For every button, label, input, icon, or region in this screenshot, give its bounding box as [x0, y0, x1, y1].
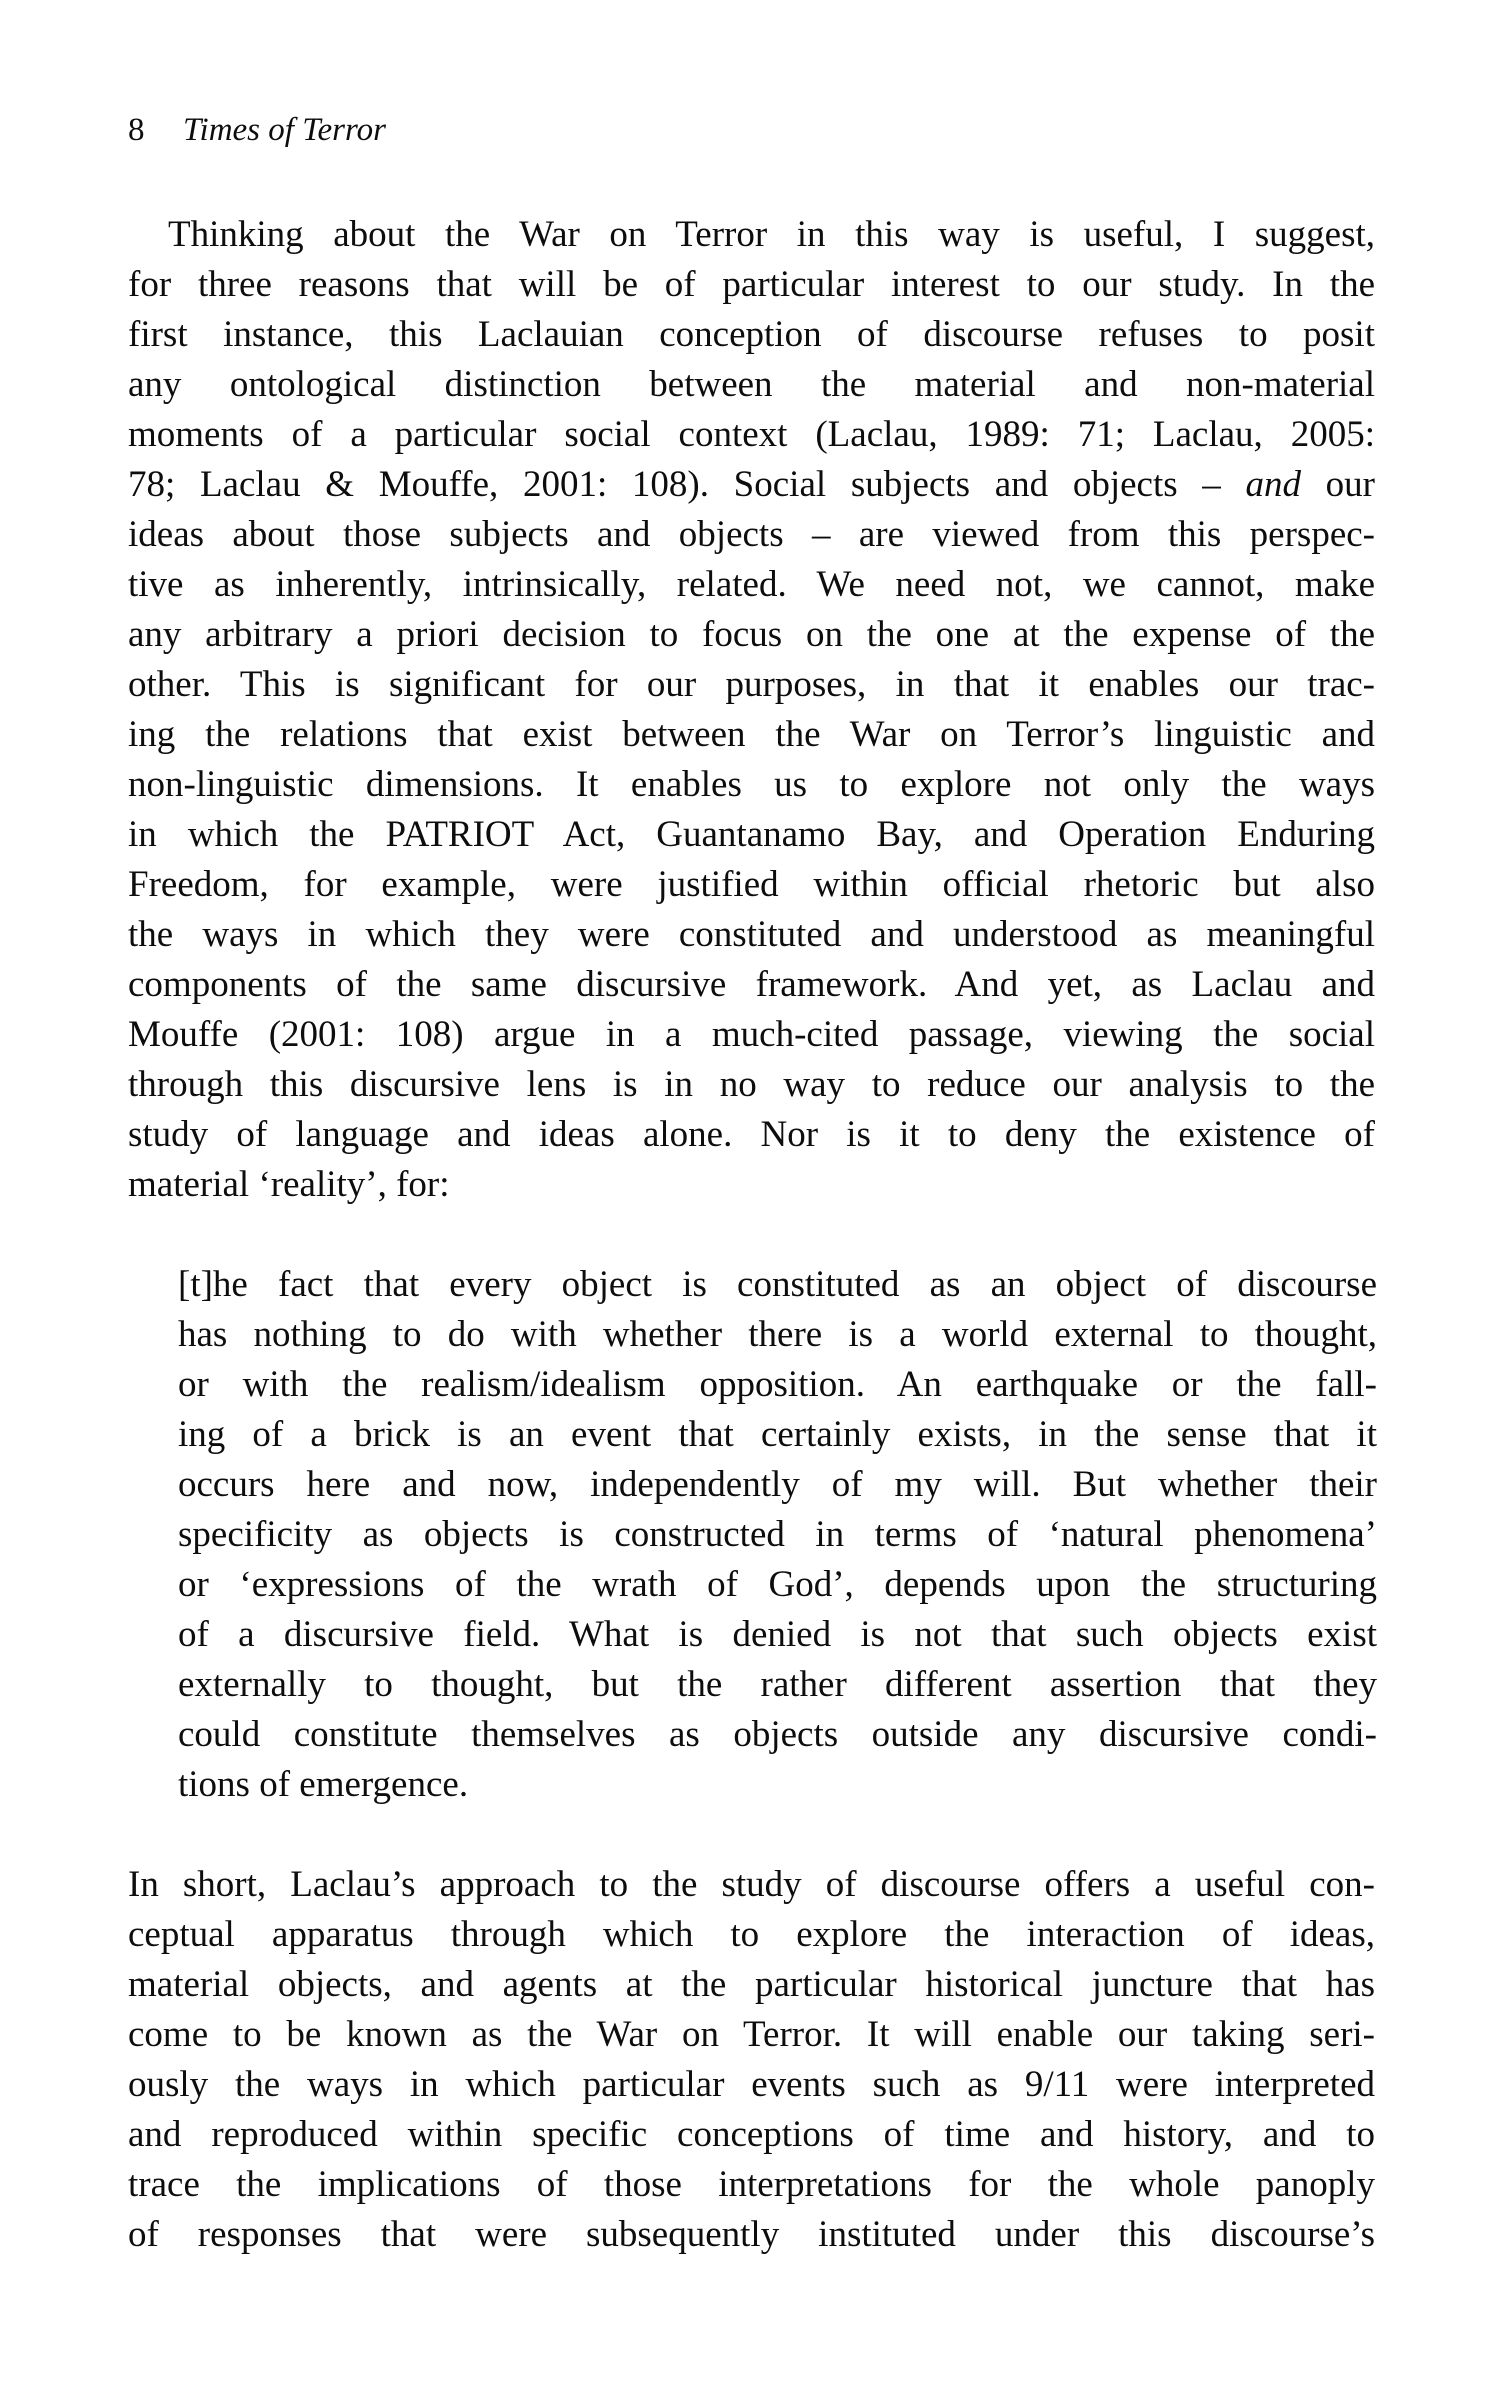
text-line: Freedom, for example, were justified within official rhetoric but also	[128, 864, 1375, 905]
text-line: ceptual apparatus through which to explore the interaction of ideas,	[128, 1914, 1375, 1955]
text-line: Thinking about the War on Terror in this way is useful, I suggest,	[168, 214, 1375, 255]
emphasis-and: and	[1245, 464, 1301, 505]
quote-line: externally to thought, but the rather different assertion that they	[178, 1664, 1377, 1705]
text-line: material objects, and agents at the particular historical juncture that has	[128, 1964, 1375, 2005]
book-title: Times of Terror	[183, 112, 386, 148]
text-line: of responses that were subsequently instituted under this discourse’s	[128, 2214, 1375, 2255]
text-line: Mouffe (2001: 108) argue in a much-cited passage, viewing the social	[128, 1014, 1375, 1055]
text-line: in which the PATRIOT Act, Guantanamo Bay, and Operation Enduring	[128, 814, 1375, 855]
quote-line: ing of a brick is an event that certainly exists, in the sense that it	[178, 1414, 1377, 1455]
quote-line: or with the realism/idealism opposition. An earthquake or the fall-	[178, 1364, 1377, 1405]
text-line: come to be known as the War on Terror. It will enable our taking seri-	[128, 2014, 1375, 2055]
text-line: non-linguistic dimensions. It enables us to explore not only the ways	[128, 764, 1375, 805]
quote-line: could constitute themselves as objects outside any discursive condi-	[178, 1714, 1377, 1755]
text-line: ing the relations that exist between the War on Terror’s linguistic and	[128, 714, 1375, 755]
text-line-with-emphasis	[128, 460, 1375, 510]
quote-line: occurs here and now, independently of my will. But whether their	[178, 1464, 1377, 1505]
text-line: material ‘reality’, for:	[128, 1164, 450, 1205]
quote-line: has nothing to do with whether there is a world external to thought,	[178, 1314, 1377, 1355]
text-line: In short, Laclau’s approach to the study of discourse offers a useful con-	[128, 1864, 1375, 1905]
text-line: other. This is significant for our purposes, in that it enables our trac-	[128, 664, 1375, 705]
quote-line: of a discursive field. What is denied is not that such objects exist	[178, 1614, 1377, 1655]
text-line: moments of a particular social context (Laclau, 1989: 71; Laclau, 2005:	[128, 414, 1375, 455]
text-line: any ontological distinction between the material and non-material	[128, 364, 1375, 405]
text-line: the ways in which they were constituted and understood as meaningful	[128, 914, 1375, 955]
paragraph-2	[128, 1860, 1375, 2260]
text-run: 78; Laclau & Mouffe, 2001: 108). Social subjects and objects –	[128, 464, 1246, 505]
quote-line: or ‘expressions of the wrath of God’, depends upon the structuring	[178, 1564, 1377, 1605]
text-line: first instance, this Laclauian conception of discourse refuses to posit	[128, 314, 1375, 355]
text-line: ideas about those subjects and objects – are viewed from this perspec-	[128, 514, 1375, 555]
text-line: trace the implications of those interpretations for the whole panoply	[128, 2164, 1375, 2205]
paragraph-1	[128, 210, 1375, 1210]
quote-line: specificity as objects is constructed in terms of ‘natural phenomena’	[178, 1514, 1377, 1555]
quote-line: tions of emergence.	[178, 1764, 469, 1805]
text-line: for three reasons that will be of particular interest to our study. In the	[128, 264, 1375, 305]
block-quote	[178, 1260, 1377, 1810]
text-line: any arbitrary a priori decision to focus on the one at the expense of the	[128, 614, 1375, 655]
quote-line: [t]he fact that every object is constituted as an object of discourse	[178, 1264, 1377, 1305]
text-run: our	[1301, 464, 1376, 505]
page-number: 8	[128, 112, 145, 148]
text-line: tive as inherently, intrinsically, related. We need not, we cannot, make	[128, 564, 1375, 605]
text-line: study of language and ideas alone. Nor is it to deny the existence of	[128, 1114, 1375, 1155]
text-line: components of the same discursive framework. And yet, as Laclau and	[128, 964, 1375, 1005]
text-line: ously the ways in which particular events such as 9/11 were interpreted	[128, 2064, 1375, 2105]
text-line: through this discursive lens is in no way to reduce our analysis to the	[128, 1064, 1375, 1105]
text-line: and reproduced within specific conceptions of time and history, and to	[128, 2114, 1375, 2155]
running-head	[128, 110, 386, 150]
